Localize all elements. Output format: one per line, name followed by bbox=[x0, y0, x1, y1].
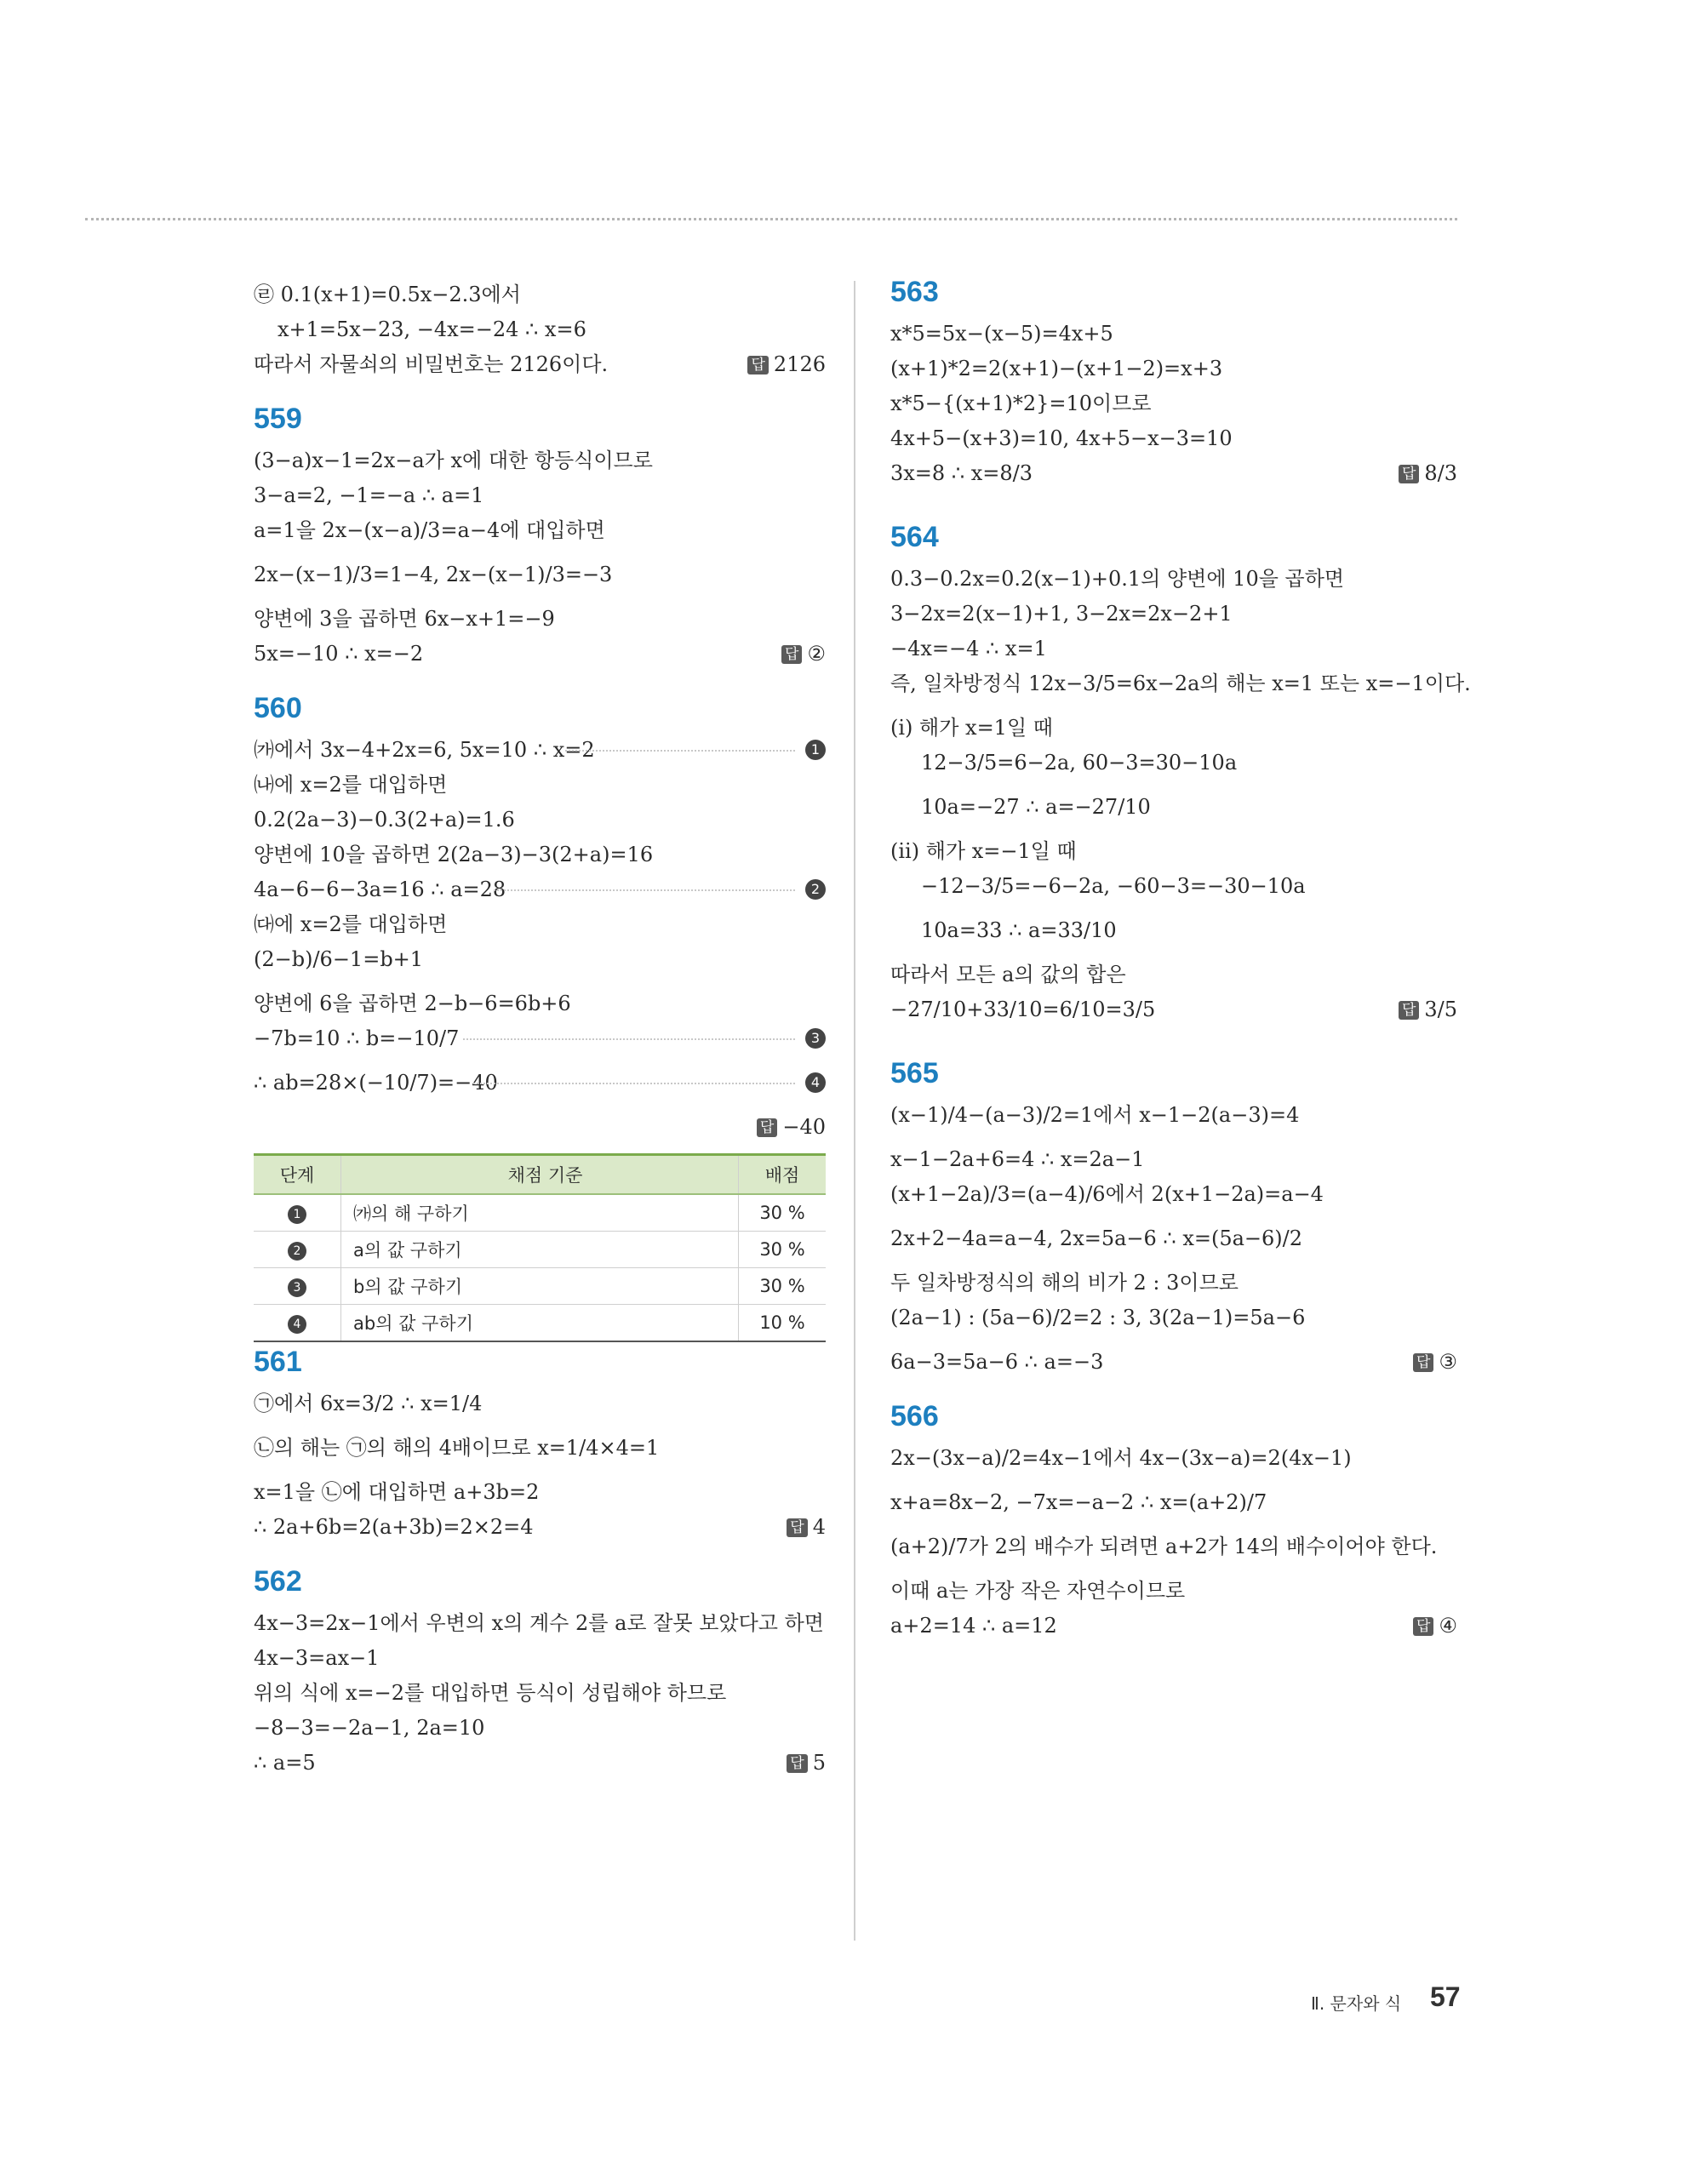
line-text: (ⅰ) 해가 x=1일 때 bbox=[890, 716, 1053, 740]
line-text: 10a=33 ∴ a=33/10 bbox=[921, 918, 1117, 942]
solution-line bbox=[890, 1612, 1457, 1639]
solution-line bbox=[254, 841, 826, 868]
solution-line bbox=[890, 749, 1457, 776]
column-divider bbox=[854, 281, 855, 1941]
line-text: 3−2x=2(x−1)+1, 3−2x=2x−2+1 bbox=[890, 602, 1233, 626]
answer-mark bbox=[757, 1113, 826, 1141]
solution-line bbox=[890, 961, 1457, 988]
page-number: 57 bbox=[1430, 1981, 1461, 2012]
line-text: 즉, 일차방정식 12x−3/5=6x−2a의 해는 x=1 또는 x=−1이다. bbox=[890, 672, 1471, 695]
line-text: −8−3=−2a−1, 2a=10 bbox=[254, 1716, 485, 1740]
solution-line bbox=[254, 806, 826, 833]
solution-line bbox=[890, 793, 1457, 820]
answer-badge: 답 bbox=[1399, 1001, 1419, 1020]
solution-line bbox=[890, 1225, 1457, 1252]
step-marker: 2 bbox=[288, 1242, 306, 1261]
solution-line bbox=[890, 1577, 1457, 1604]
solution-line bbox=[890, 1444, 1457, 1472]
solution-line bbox=[890, 390, 1457, 417]
problem-number: 560 bbox=[254, 692, 302, 724]
solution-line bbox=[890, 838, 1457, 865]
line-text: x−1−2a+6=4 ∴ x=2a−1 bbox=[890, 1147, 1145, 1171]
dotted-leader bbox=[565, 750, 795, 752]
table-row bbox=[254, 1232, 826, 1268]
solution-line bbox=[254, 911, 826, 938]
line-text: (2−b)/6−1=b+1 bbox=[254, 947, 424, 971]
table-cell: ab의 값 구하기 bbox=[341, 1305, 739, 1342]
table-header-cell: 채점 기준 bbox=[341, 1155, 739, 1195]
line-text: −27/10+33/10=6/10=3/5 bbox=[890, 998, 1156, 1021]
line-text: 12−3/5=6−2a, 60−3=30−10a bbox=[921, 751, 1238, 775]
line-text: (ⅱ) 해가 x=−1일 때 bbox=[890, 839, 1077, 863]
line-text: (x+1−2a)/3=(a−4)/6에서 2(x+1−2a)=a−4 bbox=[890, 1182, 1324, 1206]
step-marker: 4 bbox=[805, 1072, 826, 1093]
line-text: 따라서 자물쇠의 비밀번호는 2126이다. bbox=[254, 352, 609, 376]
solution-line bbox=[890, 670, 1471, 697]
line-text: ∴ 2a+6b=2(a+3b)=2×2=4 bbox=[254, 1515, 534, 1539]
answer-badge: 답 bbox=[747, 356, 768, 374]
line-text: 양변에 3을 곱하면 6x−x+1=−9 bbox=[254, 607, 555, 631]
solution-line bbox=[890, 635, 1457, 662]
line-text: ㉣ 0.1(x+1)=0.5x−2.3에서 bbox=[254, 283, 521, 306]
solution-line bbox=[890, 872, 1457, 900]
line-text: x=1을 ㉡에 대입하면 a+3b=2 bbox=[254, 1480, 540, 1504]
solution-line bbox=[254, 316, 826, 343]
line-text: 이때 a는 가장 작은 자연수이므로 bbox=[890, 1579, 1186, 1603]
line-text: (x+1)*2=2(x+1)−(x+1−2)=x+3 bbox=[890, 357, 1223, 380]
line-text: x+a=8x−2, −7x=−a−2 ∴ x=(a+2)/7 bbox=[890, 1490, 1267, 1514]
solution-line bbox=[254, 605, 826, 632]
solution-line bbox=[254, 447, 826, 474]
solution-line bbox=[890, 1348, 1457, 1375]
solution-line bbox=[890, 600, 1457, 627]
answer-value: 2126 bbox=[773, 352, 826, 376]
solution-line bbox=[254, 561, 826, 588]
line-text: 따라서 모든 a의 값의 합은 bbox=[890, 963, 1126, 986]
solution-line bbox=[890, 1146, 1457, 1173]
problem-number: 563 bbox=[890, 276, 939, 308]
line-text: −4x=−4 ∴ x=1 bbox=[890, 637, 1047, 660]
table-cell bbox=[254, 1268, 341, 1305]
answer-badge: 답 bbox=[1413, 1617, 1433, 1636]
line-text: 5x=−10 ∴ x=−2 bbox=[254, 642, 424, 666]
line-text: 2x+2−4a=a−4, 2x=5a−6 ∴ x=(5a−6)/2 bbox=[890, 1226, 1303, 1250]
solution-line bbox=[254, 1714, 826, 1741]
solution-line bbox=[254, 1478, 826, 1506]
answer-mark bbox=[1413, 1348, 1457, 1375]
problem-number: 562 bbox=[254, 1565, 302, 1598]
solution-line bbox=[890, 460, 1457, 487]
footer-section: Ⅱ. 문자와 식 bbox=[1311, 1993, 1402, 2014]
table-cell: 30 % bbox=[739, 1194, 827, 1232]
answer-badge: 답 bbox=[1399, 465, 1419, 483]
line-text: 양변에 6을 곱하면 2−b−6=6b+6 bbox=[254, 992, 571, 1015]
answer-mark bbox=[787, 1749, 826, 1776]
line-text: x*5=5x−(x−5)=4x+5 bbox=[890, 322, 1113, 346]
line-text: ㉠에서 6x=3/2 ∴ x=1/4 bbox=[254, 1392, 483, 1415]
solution-line bbox=[254, 990, 826, 1017]
answer-value: ② bbox=[807, 642, 826, 666]
table-header-cell: 배점 bbox=[739, 1155, 827, 1195]
line-text: (a+2)/7가 2의 배수가 되려면 a+2가 14의 배수이어야 한다. bbox=[890, 1535, 1438, 1558]
solution-line bbox=[254, 1390, 826, 1417]
line-text: 4x−3=ax−1 bbox=[254, 1646, 380, 1670]
line-text: ∴ a=5 bbox=[254, 1751, 316, 1775]
solution-line bbox=[254, 1609, 826, 1637]
line-text: ㈎에서 3x−4+2x=6, 5x=10 ∴ x=2 bbox=[254, 738, 595, 762]
solution-line bbox=[890, 355, 1457, 382]
line-text: −12−3/5=−6−2a, −60−3=−30−10a bbox=[921, 874, 1306, 898]
line-text: 양변에 10을 곱하면 2(2a−3)−3(2+a)=16 bbox=[254, 843, 654, 866]
line-text: 3−a=2, −1=−a ∴ a=1 bbox=[254, 483, 484, 507]
line-text: 두 일차방정식의 해의 비가 2 : 3이므로 bbox=[890, 1271, 1239, 1295]
solution-line bbox=[890, 714, 1457, 741]
solution-line bbox=[890, 917, 1457, 944]
step-marker: 3 bbox=[288, 1278, 306, 1297]
line-text: x+1=5x−23, −4x=−24 ∴ x=6 bbox=[277, 317, 586, 341]
line-text: a=1을 2x−(x−a)/3=a−4에 대입하면 bbox=[254, 518, 605, 542]
solution-line bbox=[254, 482, 826, 509]
line-text: 4x−3=2x−1에서 우변의 x의 계수 2를 a로 잘못 보았다고 하면 bbox=[254, 1611, 824, 1635]
answer-value: 4 bbox=[812, 1515, 826, 1539]
line-text: (x−1)/4−(a−3)/2=1에서 x−1−2(a−3)=4 bbox=[890, 1103, 1300, 1127]
table-cell: ㈎의 해 구하기 bbox=[341, 1194, 739, 1232]
dotted-leader bbox=[494, 889, 795, 891]
problem-number: 559 bbox=[254, 403, 302, 435]
answer-value: ④ bbox=[1439, 1614, 1457, 1638]
line-text: ㈏에 x=2를 대입하면 bbox=[254, 773, 448, 797]
solution-line bbox=[254, 640, 826, 667]
line-text: 위의 식에 x=−2를 대입하면 등식이 성립해야 하므로 bbox=[254, 1681, 727, 1705]
line-text: 2x−(3x−a)/2=4x−1에서 4x−(3x−a)=2(4x−1) bbox=[890, 1446, 1352, 1470]
solution-line bbox=[890, 1489, 1457, 1516]
problem-number: 561 bbox=[254, 1346, 302, 1378]
scoring-table bbox=[254, 1153, 826, 1342]
line-text: (3−a)x−1=2x−a가 x에 대한 항등식이므로 bbox=[254, 449, 653, 472]
answer-mark bbox=[1413, 1612, 1457, 1639]
table-cell bbox=[254, 1194, 341, 1232]
problem-number: 564 bbox=[890, 521, 939, 553]
solution-line bbox=[254, 946, 826, 973]
line-text: ㈐에 x=2를 대입하면 bbox=[254, 912, 448, 936]
answer-value: 8/3 bbox=[1424, 461, 1457, 485]
table-cell: 10 % bbox=[739, 1305, 827, 1342]
problem-number: 566 bbox=[890, 1400, 939, 1432]
line-text: 0.2(2a−3)−0.3(2+a)=1.6 bbox=[254, 808, 515, 832]
line-text: 3x=8 ∴ x=8/3 bbox=[890, 461, 1033, 485]
step-marker: 1 bbox=[288, 1205, 306, 1224]
table-cell: a의 값 구하기 bbox=[341, 1232, 739, 1268]
line-text: 0.3−0.2x=0.2(x−1)+0.1의 양변에 10을 곱하면 bbox=[890, 567, 1345, 591]
solution-line bbox=[254, 1513, 826, 1541]
solution-line bbox=[890, 1101, 1457, 1129]
dotted-leader bbox=[463, 1038, 795, 1040]
top-dotted-rule bbox=[85, 218, 1457, 220]
solution-line bbox=[254, 351, 826, 378]
solution-line bbox=[890, 1304, 1457, 1331]
answer-value: 5 bbox=[812, 1751, 826, 1775]
answer-badge: 답 bbox=[781, 645, 802, 664]
answer-value: ③ bbox=[1439, 1350, 1457, 1374]
line-text: a+2=14 ∴ a=12 bbox=[890, 1614, 1057, 1638]
line-text: 10a=−27 ∴ a=−27/10 bbox=[921, 795, 1151, 819]
table-cell bbox=[254, 1232, 341, 1268]
answer-value: −40 bbox=[782, 1115, 826, 1139]
table-row bbox=[254, 1194, 826, 1232]
solution-line bbox=[254, 281, 826, 308]
table-cell bbox=[254, 1305, 341, 1342]
answer-badge: 답 bbox=[1413, 1353, 1433, 1372]
answer-value: 3/5 bbox=[1424, 998, 1457, 1021]
table-row bbox=[254, 1305, 826, 1342]
answer-badge: 답 bbox=[787, 1754, 807, 1773]
solution-line bbox=[890, 996, 1457, 1023]
line-text: −7b=10 ∴ b=−10/7 bbox=[254, 1026, 460, 1050]
answer-badge: 답 bbox=[757, 1118, 777, 1137]
solution-line bbox=[890, 320, 1457, 347]
answer-mark bbox=[1399, 996, 1457, 1023]
step-marker: 4 bbox=[288, 1315, 306, 1334]
answer-badge: 답 bbox=[787, 1518, 807, 1537]
line-text: 4x+5−(x+3)=10, 4x+5−x−3=10 bbox=[890, 426, 1233, 450]
line-text: (2a−1) : (5a−6)/2=2 : 3, 3(2a−1)=5a−6 bbox=[890, 1306, 1306, 1329]
line-text: ∴ ab=28×(−10/7)=−40 bbox=[254, 1071, 498, 1095]
line-text: x*5−{(x+1)*2}=10이므로 bbox=[890, 392, 1152, 415]
line-text: 4a−6−6−3a=16 ∴ a=28 bbox=[254, 878, 506, 901]
table-cell: 30 % bbox=[739, 1268, 827, 1305]
answer-mark bbox=[747, 351, 826, 378]
step-marker: 2 bbox=[805, 879, 826, 900]
dotted-leader bbox=[473, 1083, 795, 1084]
step-marker: 3 bbox=[805, 1028, 826, 1049]
problem-number: 565 bbox=[890, 1057, 939, 1089]
solution-line bbox=[890, 1181, 1457, 1208]
solution-line bbox=[890, 1269, 1457, 1296]
solution-line bbox=[254, 517, 826, 544]
solution-line bbox=[890, 1533, 1457, 1560]
answer-mark bbox=[781, 640, 826, 667]
solution-line bbox=[254, 1679, 826, 1707]
solution-line bbox=[254, 1434, 826, 1461]
solution-line bbox=[890, 565, 1457, 592]
solution-line bbox=[890, 425, 1457, 452]
table-cell: 30 % bbox=[739, 1232, 827, 1268]
solution-line bbox=[254, 1749, 826, 1776]
step-marker: 1 bbox=[805, 740, 826, 760]
table-cell: b의 값 구하기 bbox=[341, 1268, 739, 1305]
line-text: ㉡의 해는 ㉠의 해의 4배이므로 x=1/4×4=1 bbox=[254, 1436, 660, 1460]
line-text: 2x−(x−1)/3=1−4, 2x−(x−1)/3=−3 bbox=[254, 563, 613, 586]
solution-line bbox=[254, 1644, 826, 1672]
table-row bbox=[254, 1268, 826, 1305]
answer-mark bbox=[1399, 460, 1457, 487]
line-text: 6a−3=5a−6 ∴ a=−3 bbox=[890, 1350, 1104, 1374]
answer-mark bbox=[787, 1513, 826, 1541]
table-header-cell: 단계 bbox=[254, 1155, 341, 1195]
solution-line bbox=[254, 771, 826, 798]
